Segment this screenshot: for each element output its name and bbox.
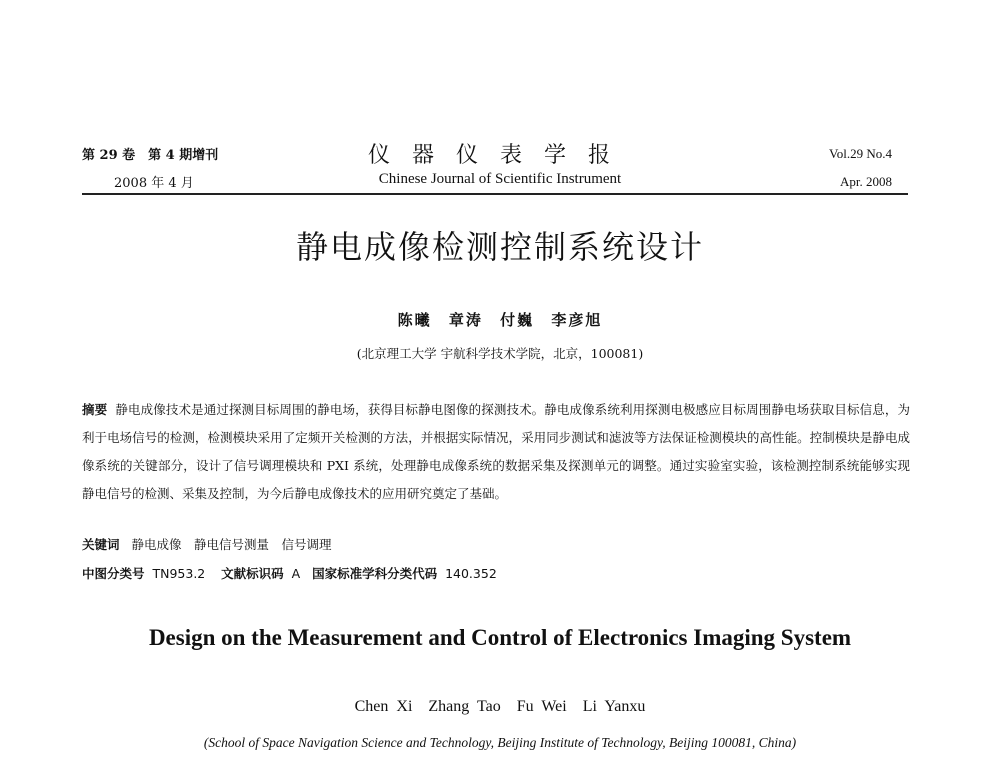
journal-title-cn: 仪器仪表学报 — [367, 143, 632, 168]
abstract-text: 静电成像技术是通过探测目标周围的静电场，获得目标静电图像的探测技术。静电成像系统利用探测电极感应目标周围静电场获取目标信息，为利于电场信号的检测，检测模块采用了定频开关检测的方法，并根据实际情况，采用同步测试和滤波等方法保证检测模块的高性能。控制模块是静电成像系统的关键部分，设计了信号调理模块和 PXI 系统，处理静电成像系统的数据采集及探测单元的调整。通过实验室实验，该检测控制系统能够实现静电信号的检测、采集及控制，为今后静电成像技术的应用研究奠定了基础。 — [82, 402, 910, 501]
keywords-value: 静电成像 静电信号测量 信号调理 — [131, 537, 332, 552]
paper-title-cn: 静电成像检测控制系统设计 — [295, 228, 704, 266]
doc-code-label: 文献标识码 — [221, 566, 284, 581]
clc-label: 中图分类号 — [82, 566, 145, 581]
volume-issue-cn: 第 29 卷 第 4 期增刊 — [82, 148, 219, 163]
discipline-value: 140.352 — [445, 566, 497, 581]
abstract — [82, 396, 910, 508]
classification-line — [82, 564, 497, 582]
discipline-label: 国家标准学科分类代码 — [312, 566, 438, 581]
clc-value: TN953.2 — [152, 566, 206, 581]
date-cn: 2008 年 4 月 — [114, 176, 194, 191]
paper-title-en: Design on the Measurement and Control of Electronics Imaging System — [148, 625, 852, 650]
date-en: Apr. 2008 — [840, 174, 892, 189]
authors-cn: 陈曦 章涛 付巍 李彦旭 — [397, 311, 603, 329]
journal-title-en: Chinese Journal of Scientific Instrument — [378, 171, 622, 187]
volume-issue-en: Vol.29 No.4 — [829, 146, 892, 161]
affiliation-en: (School of Space Navigation Science and Technology, Beijing Institute of Technology, Beijing 100081, China) — [203, 735, 797, 750]
header-rule — [82, 193, 908, 195]
doc-code-value: A — [291, 566, 301, 581]
abstract-label: 摘要 — [82, 402, 108, 417]
affiliation-cn: (北京理工大学 宇航科学技术学院，北京，100081) — [356, 346, 644, 361]
keywords — [82, 535, 331, 553]
keywords-label: 关键词 — [82, 537, 120, 552]
authors-en: Chen Xi Zhang Tao Fu Wei Li Yanxu — [354, 698, 646, 715]
